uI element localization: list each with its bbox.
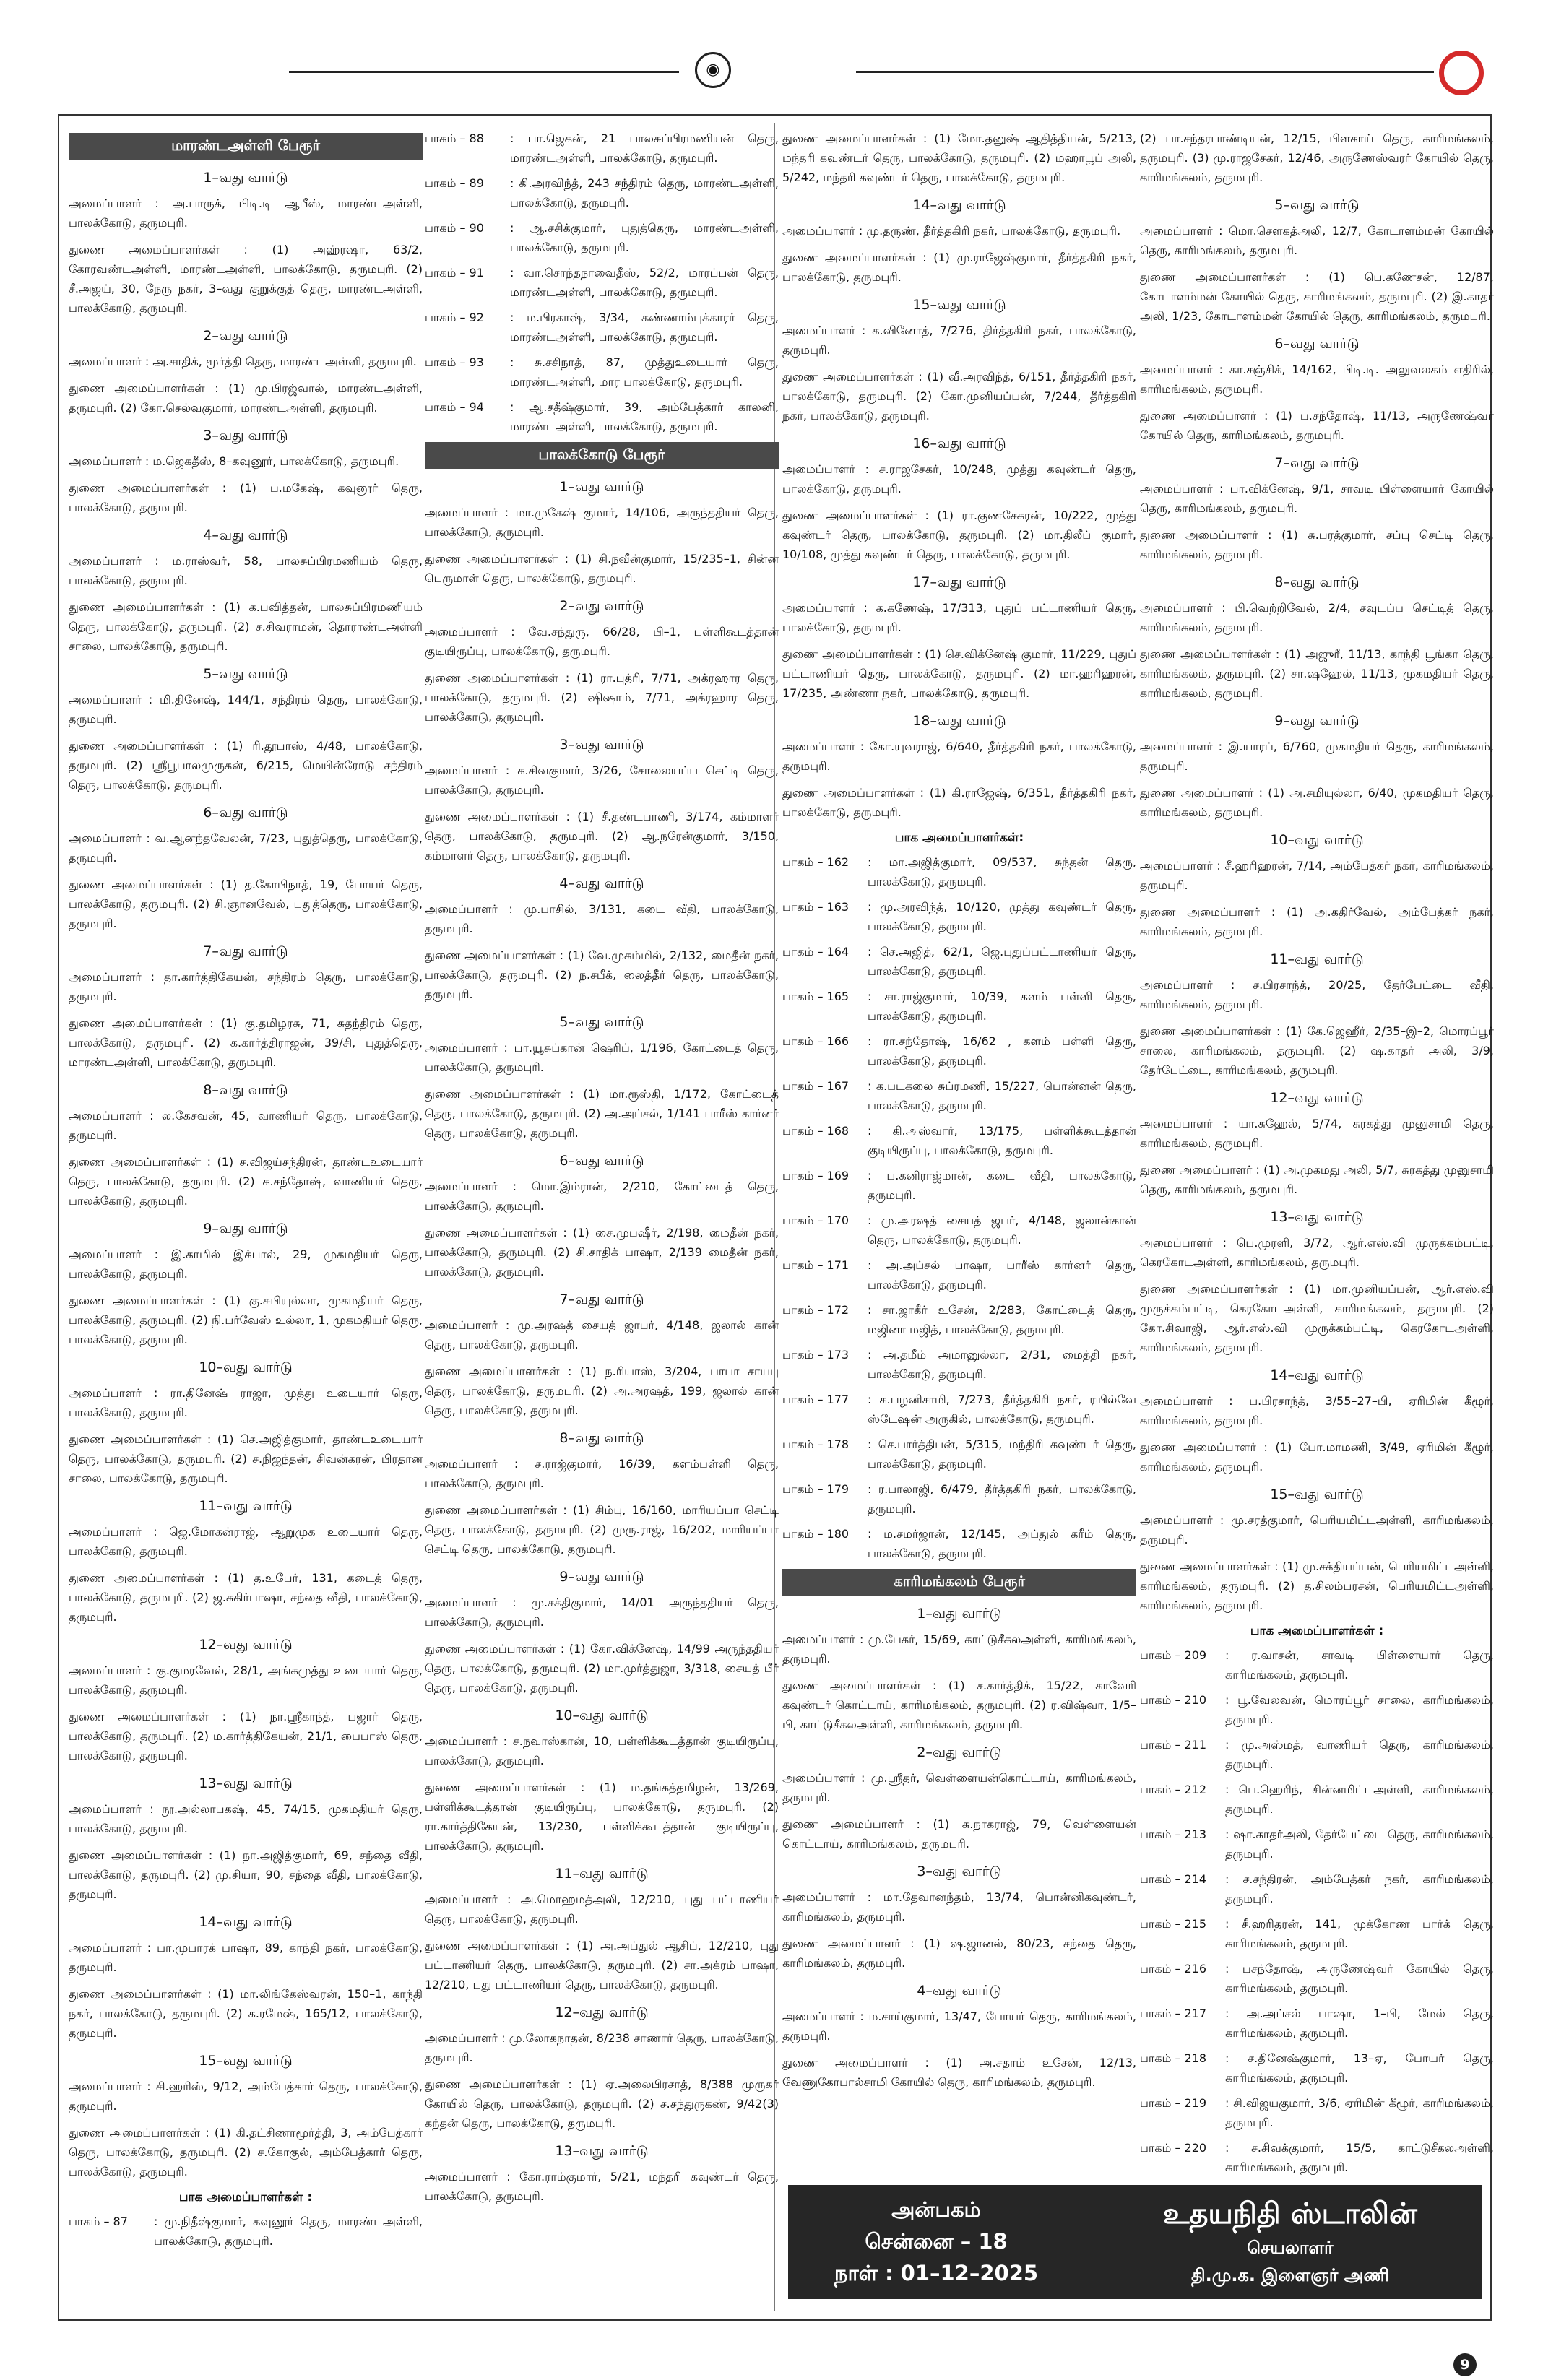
booth-person: : செ.பார்த்திபன், 5/315, மந்திரி கவுண்டர் தெரு, பாலக்கோடு, தருமபுரி. bbox=[868, 1437, 1136, 1471]
organizer-entry: அமைப்பாளர் : மு.ஸ்ரீதர், வெள்ளையன்கொட்டாய், காரிமங்கலம், தருமபுரி. bbox=[782, 1771, 1136, 1804]
deputy-entry: துணை அமைப்பாளர்கள் : (1) ம.தங்கத்தமிழன், 13/269, பள்ளிக்கூடத்தான் குடியிருப்பு, பாலக்கோடு, தருமபுரி. (2) ரா.கார்த்திகேயன், 13/230, பள்ளிக்கூடத்தான் குடியிருப்பு, பாலக்கோடு, தருமபுரி. bbox=[425, 1780, 779, 1853]
organizer-entry: அமைப்பாளர் : மு.பேகர், 15/69, காட்டுசீகலஅள்ளி, காரிமங்கலம், தருமபுரி. bbox=[782, 1632, 1136, 1666]
ward-heading: 15–வது வார்டு bbox=[912, 297, 1006, 313]
organizer-entry: அமைப்பாளர் : பி.வெற்றிவேல், 2/4, சவுடப்ப செட்டித் தெரு, காரிமங்கலம், தருமபுரி. bbox=[1140, 601, 1494, 634]
booth-number: பாகம் – 178 bbox=[782, 1437, 850, 1451]
ward-heading: 3–வது வார்டு bbox=[203, 428, 288, 443]
ward-heading: 7–வது வார்டு bbox=[1274, 455, 1360, 471]
ward-heading: 8–வது வார்டு bbox=[1274, 574, 1360, 590]
organizer-entry: அமைப்பாளர் : ல.கேசவன், 45, வாணியர் தெரு, பாலக்கோடு, தருமபுரி. bbox=[69, 1109, 423, 1142]
issue-date: நாள் : 01–12–2025 bbox=[834, 2261, 1039, 2285]
deputy-entry: துணை அமைப்பாளர்கள் : (1) க.பவித்தன், பாலசுப்பிரமணியம் தெரு, பாலக்கோடு, தருமபுரி. (2) ச.சிவராமன், தொராண்டஅள்ளி சாலை, பாலக்கோடு, தருமபுரி. bbox=[69, 600, 423, 653]
deputy-entry: துணை அமைப்பாளர்கள் : (1) மா.ரூஸ்தி, 1/172, கோட்டைத் தெரு, பாலக்கோடு, தருமபுரி. (2) அ.அப்சல், 1/141 பாரீஸ் கார்னர் தெரு, பாலக்கோடு, தருமபுரி. bbox=[425, 1087, 779, 1140]
booth-number: பாகம் – 165 bbox=[782, 990, 850, 1003]
booth-person: : மு.அரஷத் சையத் ஜபர், 4/148, ஜலான்கான் தெரு, பாலக்கோடு, தருமபுரி. bbox=[868, 1213, 1136, 1247]
organizer-entry: அமைப்பாளர் : பா.முபாரக் பாஷா, 89, காந்தி நகர், பாலக்கோடு, தருமபுரி. bbox=[69, 1941, 423, 1974]
deputy-entry: துணை அமைப்பாளர்கள் : (1) கி.தட்சிணாமூர்த்தி, 3, அம்பேத்கார் தெரு, பாலக்கோடு, தருமபுரி. (2) ச.கோகுல், அம்பேத்கார் தெரு, பாலக்கோடு, தருமபுரி. bbox=[69, 2126, 423, 2178]
booth-person: : மு.அஸ்மத், வாணியர் தெரு, காரிமங்கலம், தருமபுரி. bbox=[1225, 1738, 1494, 1771]
booth-person: : கி.அரவிந்த், 243 சந்திரம் தெரு, மாரண்டஅள்ளி, பாலக்கோடு, தருமபுரி. bbox=[510, 176, 779, 209]
booth-person: : க.படகலை சுப்ரமணி, 15/227, பொன்னன் தெரு, பாலக்கோடு, தருமபுரி. bbox=[868, 1079, 1136, 1112]
deputy-entry: துணை அமைப்பாளர்கள் : (1) அ.அப்துல் ஆசிப், 12/210, புது பட்டாணியர் தெரு, பாலக்கோடு, தருமபுரி. (2) சா.அக்ரம் பாஷா, 12/210, புது பட்டாணியர் தெரு, பாலக்கோடு, தருமபுரி. bbox=[425, 1939, 779, 1991]
organizer-entry: அமைப்பாளர் : ச.நவாஸ்கான், 10, பள்ளிக்கூடத்தான் குடியிருப்பு, பாலக்கோடு, தருமபுரி. bbox=[425, 1734, 779, 1767]
deputy-entry: துணை அமைப்பாளர்கள் : (1) வீ.அரவிந்த், 6/151, தீர்த்தகிரி நகர், பாலக்கோடு, தருமபுரி. (2) கோ.முனியப்பன், 7/244, தீர்த்தகிரி நகர், பாலக்கோடு, தருமபுரி. bbox=[782, 370, 1136, 423]
booth-number: பாகம் – 211 bbox=[1140, 1738, 1207, 1752]
organizer-entry: அமைப்பாளர் : மி.தினேஷ், 144/1, சந்திரம் தெரு, பாலக்கோடு, தருமபுரி. bbox=[69, 693, 423, 726]
booth-number: பாகம் – 179 bbox=[782, 1482, 850, 1496]
booth-number: பாகம் – 218 bbox=[1140, 2051, 1207, 2065]
booth-entry bbox=[782, 1479, 1136, 1518]
deputy-entry: துணை அமைப்பாளர்கள் : (1) வே.முகம்மில், 2/132, மைதீன் நகர், பாலக்கோடு, தருமபுரி. (2) ந.சபீக், லைத்தீர் தெரு, பாலக்கோடு, தருமபுரி. bbox=[425, 948, 779, 1001]
deputy-entry: துணை அமைப்பாளர்கள் : (1) சிம்பு, 16/160, மாரியப்பா செட்டி தெரு, பாலக்கோடு, தருமபுரி. (2) முரு.ராஜ், 16/202, மாரியப்பா செட்டி தெரு, பாலக்கோடு, தருமபுரி. bbox=[425, 1503, 779, 1556]
booth-person: : அ.தமீம் அமானுல்லா, 2/31, மைத்தி நகர், பாலக்கோடு, தருமபுரி. bbox=[868, 1348, 1136, 1381]
ward-heading: 5–வது வார்டு bbox=[1274, 197, 1360, 213]
ward-heading: 14–வது வார்டு bbox=[199, 1914, 293, 1930]
organizer-entry: அமைப்பாளர் : பா.யூசுப்கான் ஷெரிப், 1/196, கோட்டைத் தெரு, பாலக்கோடு, தருமபுரி. bbox=[425, 1041, 779, 1074]
booth-entry bbox=[1140, 1914, 1494, 1953]
deputy-entry: துணை அமைப்பாளர்கள் : (1) சை.முபஷீர், 2/198, மைதீன் நகர், பாலக்கோடு, தருமபுரி. (2) சி.சாதிக் பாஷா, 2/139 மைதீன் நகர், பாலக்கோடு, தருமபுரி. bbox=[425, 1226, 779, 1278]
booth-number: பாகம் – 210 bbox=[1140, 1693, 1207, 1707]
deputy-entry: துணை அமைப்பாளர்கள் : (1) ரா.புத்ரி, 7/71, அக்ரஹார தெரு, பாலக்கோடு, தருமபுரி. (2) ஷிஷாம், 7/71, அக்ரஹார தெரு, பாலக்கோடு, தருமபுரி. bbox=[425, 671, 779, 724]
organizer-entry: அமைப்பாளர் : தா.கார்த்திகேயன், சந்திரம் தெரு, பாலக்கோடு, தருமபுரி. bbox=[69, 970, 423, 1003]
organizer-entry: அமைப்பாளர் : யா.சுஹேல், 5/74, சுரகத்து முனுசாமி தெரு, காரிமங்கலம், தருமபுரி. bbox=[1140, 1117, 1494, 1150]
booth-entry bbox=[782, 1121, 1136, 1160]
booth-number: பாகம் – 170 bbox=[782, 1213, 850, 1227]
organizer-entry: அமைப்பாளர் : மா.தேவானந்தம், 13/74, பொன்னிகவுண்டர், காரிமங்கலம், தருமபுரி. bbox=[782, 1890, 1136, 1924]
booth-entry bbox=[782, 942, 1136, 981]
organizer-entry: அமைப்பாளர் : க.கணேஷ், 17/313, புதுப் பட்டாணியர் தெரு, பாலக்கோடு, தருமபுரி. bbox=[782, 601, 1136, 634]
organizer-entry: அமைப்பாளர் : கோ.யுவராஜ், 6/640, தீர்த்தகிரி நகர், பாலக்கோடு, தருமபுரி. bbox=[782, 740, 1136, 773]
booth-person: : சா.ராஜ்குமார், 10/39, களம் பள்ளி தெரு, பாலக்கோடு, தருமபுரி. bbox=[868, 990, 1136, 1023]
ward-heading: 5–வது வார்டு bbox=[559, 1014, 644, 1030]
booth-entry bbox=[1140, 2138, 1494, 2176]
deputy-entry: துணை அமைப்பாளர்கள் : (1) செ.விக்னேஷ் குமார், 11/229, புதுப் பட்டாணியர் தெரு, பாலக்கோடு, தருமபுரி. (2) மா.ஹரிஹரன், 17/235, அண்ணா நகர், பாலக்கோடு, தருமபுரி. bbox=[782, 647, 1136, 700]
ward-heading: 6–வது வார்டு bbox=[1274, 336, 1360, 352]
organizer-entry: அமைப்பாளர் : ம.சாய்குமார், 13/47, போயர் தெரு, காரிமங்கலம், தருமபுரி. bbox=[782, 2009, 1136, 2043]
ward-heading: 13–வது வார்டு bbox=[555, 2143, 649, 2159]
booth-entry bbox=[425, 173, 779, 212]
booth-number: பாகம் – 90 bbox=[425, 221, 484, 235]
ward-heading: 10–வது வார்டு bbox=[555, 1708, 649, 1723]
booth-number: பாகம் – 171 bbox=[782, 1258, 850, 1272]
booth-person: : மு.அரவிந்த், 10/120, முத்து கவுண்டர் தெரு, பாலக்கோடு, தருமபுரி. bbox=[868, 900, 1136, 933]
booth-number: பாகம் – 216 bbox=[1140, 1962, 1207, 1976]
deputy-entry: துணை அமைப்பாளர்கள் : (1) மு.சக்தியப்பன், பெரியமிட்டஅள்ளி, காரிமங்கலம், தருமபுரி. (2) த.சிலம்பரசன், பெரியமிட்டஅள்ளி, காரிமங்கலம், தருமபுரி. bbox=[1140, 1559, 1494, 1612]
ward-heading: 9–வது வார்டு bbox=[559, 1569, 644, 1585]
deputy-entry: துணை அமைப்பாளர் : (1) சு.பரத்குமார், சப்பு செட்டி தெரு, காரிமங்கலம், தருமபுரி. bbox=[1140, 528, 1494, 561]
booth-entry bbox=[1140, 1690, 1494, 1729]
organizer-entry: அமைப்பாளர் : மொ.செளகத்அலி, 12/7, கோடாளம்மன் கோயில் தெரு, காரிமங்கலம், தருமபுரி. bbox=[1140, 224, 1494, 257]
deputy-entry: துணை அமைப்பாளர்கள் : (1) ப.மகேஷ், கவுனூர் தெரு, பாலக்கோடு, தருமபுரி. bbox=[69, 481, 423, 514]
ward-heading: 1–வது வார்டு bbox=[559, 479, 644, 495]
organizer-entry: அமைப்பாளர் : ப.பிரசாந்த், 3/55–27–பி, ஏரிமின் கீழூர், காரிமங்கலம், தருமபுரி. bbox=[1140, 1394, 1494, 1427]
booth-entry bbox=[782, 1076, 1136, 1115]
booth-entry bbox=[782, 1255, 1136, 1294]
booth-number: பாகம் – 93 bbox=[425, 355, 484, 369]
booth-number: பாகம் – 217 bbox=[1140, 2007, 1207, 2020]
organizer-entry: அமைப்பாளர் : பெ.முரளி, 3/72, ஆர்.எஸ்.வி முருக்கம்பட்டி, கெரகோடஅள்ளி, காரிமங்கலம், தருமபுரி. bbox=[1140, 1236, 1494, 1269]
booth-number: பாகம் – 209 bbox=[1140, 1648, 1207, 1662]
booth-entry bbox=[1140, 1825, 1494, 1864]
organizer-entry: அமைப்பாளர் : மு.லோகநாதன், 8/238 சாணார் தெரு, பாலக்கோடு, தருமபுரி. bbox=[425, 2031, 779, 2064]
booth-person: : பசந்தோஷ், அருணேஷ்வர் கோயில் தெரு, காரிமங்கலம், தருமபுரி. bbox=[1225, 1962, 1494, 1995]
deputy-entry: துணை அமைப்பாளர்கள் : (1) ந.ரியாஸ், 3/204, பாபா சாயபு தெரு, பாலக்கோடு, தருமபுரி. (2) அ.அரஷத், 199, ஜலால் கான் தெரு, பாலக்கோடு, தருமபுரி. bbox=[425, 1364, 779, 1417]
party-logo-icon: ◉ bbox=[695, 52, 731, 88]
booth-person: : சீ.ஹரிதரன், 141, முக்கோண பார்க் தெரு, காரிமங்கலம், தருமபுரி. bbox=[1225, 1917, 1494, 1950]
column-1 bbox=[69, 129, 423, 2310]
organizer-entry: அமைப்பாளர் : மா.முகேஷ் குமார், 14/106, அருந்ததியர் தெரு, பாலக்கோடு, தருமபுரி. bbox=[425, 506, 779, 539]
signatory-wing: தி.மு.க. இளைஞர் அணி bbox=[1190, 2265, 1390, 2285]
deputy-entry: துணை அமைப்பாளர்கள் : (1) செ.அஜித்குமார், தாண்டஉடையார் தெரு, பாலக்கோடு, தருமபுரி. (2) ச.நிஜந்தன், சிவன்கரன், பிரதான சாலை, பாலக்கோடு, தருமபுரி. bbox=[69, 1432, 423, 1485]
ward-heading: 6–வது வார்டு bbox=[203, 805, 288, 821]
booth-person: : மா.அஜித்குமார், 09/537, சுந்தன் தெரு, பாலக்கோடு, தருமபுரி. bbox=[868, 855, 1136, 888]
organizer-entry: அமைப்பாளர் : வே.சந்துரு, 66/28, பி–1, பள்ளிகூடத்தான் குடியிருப்பு, பாலக்கோடு, தருமபுரி. bbox=[425, 625, 779, 658]
deputy-entry: துணை அமைப்பாளர்கள் : (1) கு.தமிழரசு, 71, சுதந்திரம் தெரு, பாலக்கோடு, தருமபுரி. (2) க.கார்த்திராஜன், 39/சி, புதுத்தெரு, மாரண்டஅள்ளி, பாலக்கோடு, தருமபுரி. bbox=[69, 1016, 423, 1069]
deputy-entry: துணை அமைப்பாளர்கள் : (1) த.கோபிநாத், 19, போயர் தெரு, பாலக்கோடு, தருமபுரி. (2) சி.ஞானவேல், புதுத்தெரு, பாலக்கோடு, தருமபுரி. bbox=[69, 878, 423, 930]
booth-entry bbox=[1140, 2093, 1494, 2132]
ward-heading: 3–வது வார்டு bbox=[559, 737, 644, 753]
booth-entry bbox=[782, 1300, 1136, 1339]
booth-person: : ர.வாசன், சாவடி பிள்ளையார் தெரு, காரிமங்கலம், தருமபுரி. bbox=[1225, 1648, 1494, 1682]
deputy-entry: துணை அமைப்பாளர் : (1) அ.முகமது அலி, 5/7, சுரகத்து முனுசாமி தெரு, காரிமங்கலம், தருமபுரி. bbox=[1140, 1163, 1494, 1196]
organizer-entry: அமைப்பாளர் : ச.ராஜ்குமார், 16/39, களம்பள்ளி தெரு, பாலக்கோடு, தருமபுரி. bbox=[425, 1457, 779, 1490]
booth-entry bbox=[782, 897, 1136, 936]
deputy-entry: துணை அமைப்பாளர்கள் : (1) மு.பிரஜ்வால், மாரண்டஅள்ளி, தருமபுரி. (2) கோ.செல்வகுமார், மாரண்டஅள்ளி, தருமபுரி. bbox=[69, 381, 423, 415]
deputy-entry: துணை அமைப்பாளர்கள் : (1) கே.ஜெஹீர், 2/35–இ–2, மொரப்பூர் சாலை, காரிமங்கலம், தருமபுரி. (2) ஷ.காதர் அலி, 3/9, தேர்பேட்டை, காரிமங்கலம், தருமபுரி. bbox=[1140, 1024, 1494, 1077]
ward-heading: 18–வது வார்டு bbox=[912, 713, 1006, 729]
booth-number: பாகம் – 94 bbox=[425, 400, 484, 414]
organizer-entry: அமைப்பாளர் : இ.யாரப், 6/760, முகமதியர் தெரு, காரிமங்கலம், தருமபுரி. bbox=[1140, 740, 1494, 773]
booth-entry bbox=[1140, 2004, 1494, 2043]
deputy-entry: துணை அமைப்பாளர்கள் : (1) ச.கார்த்திக், 15/22, காவேரி கவுண்டர் கொட்டாய், காரிமங்கலம், தருமபுரி. (2) ர.விஷ்வா, 1/5–பி, காட்டுசீகலஅள்ளி, காரிமங்கலம், தருமபுரி. bbox=[782, 1679, 1136, 1731]
booth-number: பாகம் – 163 bbox=[782, 900, 850, 914]
organizer-entry: அமைப்பாளர் : இ.காமில் இக்பால், 29, முகமதியர் தெரு, பாலக்கோடு, தருமபுரி. bbox=[69, 1247, 423, 1281]
booth-person: : சு.சசிநாத், 87, முத்துஉடையார் தெரு, மாரண்டஅள்ளி, மார பாலக்கோடு, தருமபுரி. bbox=[510, 355, 779, 389]
booth-entry bbox=[69, 2212, 423, 2251]
deputy-entry: துணை அமைப்பாளர் : (1) அ.கதிர்வேல், அம்பேத்கர் நகர், காரிமங்கலம், தருமபுரி. bbox=[1140, 905, 1494, 938]
ward-heading: 4–வது வார்டு bbox=[917, 1983, 1002, 1999]
ward-heading: 4–வது வார்டு bbox=[559, 875, 644, 891]
booth-number: பாகம் – 167 bbox=[782, 1079, 850, 1093]
booth-entry bbox=[782, 1031, 1136, 1070]
booth-number: பாகம் – 177 bbox=[782, 1393, 850, 1406]
organizer-entry: அமைப்பாளர் : மு.சரத்குமார், பெரியமிட்டஅள்ளி, காரிமங்கலம், தருமபுரி. bbox=[1140, 1513, 1494, 1546]
booth-entry bbox=[1140, 1869, 1494, 1908]
ward-heading: 15–வது வார்டு bbox=[1270, 1487, 1364, 1502]
deputy-entry: துணை அமைப்பாளர்கள் : (1) ரா.குணசேகரன், 10/222, முத்து கவுண்டர் தெரு, பாலக்கோடு, தருமபுரி. (2) மா.திலீப் குமார், 10/108, முத்து கவுண்டர் தெரு, பாலக்கோடு, தருமபுரி. bbox=[782, 509, 1136, 561]
booth-person: : கி.அஸ்வார், 13/175, பள்ளிக்கூடத்தான் குடியிருப்பு, பாலக்கோடு, தருமபுரி. bbox=[868, 1124, 1136, 1157]
booth-number: பாகம் – 212 bbox=[1140, 1783, 1207, 1796]
deputy-entry: துணை அமைப்பாளர் : (1) போ.மாமணி, 3/49, ஏரிமின் கீழூர், காரிமங்கலம், தருமபுரி. bbox=[1140, 1440, 1494, 1474]
ward-heading: 7–வது வார்டு bbox=[559, 1291, 644, 1307]
ward-heading: 9–வது வார்டு bbox=[203, 1221, 288, 1237]
booth-entry bbox=[425, 308, 779, 347]
organizer-entry: அமைப்பாளர் : நூ.அல்லாபகஷ், 45, 74/15, முகமதியர் தெரு, பாலக்கோடு, தருமபுரி. bbox=[69, 1802, 423, 1835]
deputy-entry: துணை அமைப்பாளர் : (1) அ.சமியுல்லா, 6/40, முகமதியர் தெரு, காரிமங்கலம், தருமபுரி. bbox=[1140, 786, 1494, 819]
ward-heading: 12–வது வார்டு bbox=[1270, 1090, 1364, 1106]
booth-person: : பா.ஜெகன், 21 பாலசுப்பிரமணியன் தெரு, மாரண்டஅள்ளி, பாலக்கோடு, தருமபுரி. bbox=[510, 131, 779, 165]
ward-heading: 8–வது வார்டு bbox=[203, 1082, 288, 1098]
booth-entry bbox=[425, 129, 779, 168]
booth-entry bbox=[782, 1435, 1136, 1474]
ward-heading: 11–வது வார்டு bbox=[199, 1498, 293, 1514]
booth-number: பாகம் – 214 bbox=[1140, 1872, 1207, 1886]
booth-person: : செ.அஜித், 62/1, ஜெ.புதுப்பட்டாணியர் தெரு, பாலக்கோடு, தருமபுரி. bbox=[868, 945, 1136, 978]
signatory bbox=[1106, 2194, 1474, 2289]
deputy-entry: துணை அமைப்பாளர்கள் : (1) நா.ஸ்ரீகாந்த், பஜார் தெரு, பாலக்கோடு, தருமபுரி. (2) ம.கார்த்திகேயன், 21/1, பைபாஸ் தெரு, பாலக்கோடு, தருமபுரி. bbox=[69, 1710, 423, 1762]
booth-person: : ர.பாலாஜி, 6/479, தீர்த்தகிரி நகர், பாலக்கோடு, தருமபுரி. bbox=[868, 1482, 1136, 1515]
organizer-entry: அமைப்பாளர் : க.சிவகுமார், 3/26, சோலையப்ப செட்டி தெரு, பாலக்கோடு, தருமபுரி. bbox=[425, 763, 779, 797]
booth-organizers-heading: பாக அமைப்பாளர்கள் : bbox=[178, 2190, 313, 2204]
booth-entry bbox=[782, 1166, 1136, 1205]
booth-person: : ஆ.சசிக்குமார், புதுத்தெரு, மாரண்டஅள்ளி, பாலக்கோடு, தருமபுரி. bbox=[510, 221, 779, 254]
organizer-entry: அமைப்பாளர் : பா.விக்னேஷ், 9/1, சாவடி பிள்ளையார் கோயில் தெரு, காரிமங்கலம், தருமபுரி. bbox=[1140, 482, 1494, 515]
organizer-entry: அமைப்பாளர் : ம.ஜெகதீஸ், 8–கவுனூர், பாலக்கோடு, தருமபுரி. bbox=[69, 454, 399, 468]
deputy-entry: துணை அமைப்பாளர்கள் : (1) மோ.தனுஷ் ஆதித்தியன், 5/213, மந்தரி கவுண்டர் தெரு, பாலக்கோடு, தருமபுரி. (2) மஹாபூப் அலி, 5/242, மந்தரி கவுண்டர் தெரு, பாலக்கோடு, தருமபுரி. bbox=[782, 131, 1136, 184]
office-name: அன்பகம் bbox=[891, 2197, 981, 2222]
booth-number: பாகம் – 172 bbox=[782, 1303, 850, 1317]
organizer-entry: அமைப்பாளர் : கோ.ராம்குமார், 5/21, மந்தரி கவுண்டர் தெரு, பாலக்கோடு, தருமபுரி. bbox=[425, 2170, 779, 2203]
booth-number: பாகம் – 215 bbox=[1140, 1917, 1207, 1931]
signatory-title: செயலாளர் bbox=[1247, 2238, 1334, 2258]
ward-heading: 12–வது வார்டு bbox=[555, 2004, 649, 2020]
booth-person: : சா.ஜாகீர் உசேன், 2/283, கோட்டைத் தெரு, மஜினா மஜித், பாலக்கோடு, தருமபுரி. bbox=[868, 1303, 1136, 1336]
booth-person: : ரா.சந்தோஷ், 16/62 , களம் பள்ளி தெரு, பாலக்கோடு, தருமபுரி. bbox=[868, 1034, 1136, 1068]
booth-number: பாகம் – 180 bbox=[782, 1527, 850, 1541]
booth-person: : ச.சிவக்குமார், 15/5, காட்டுசீகலஅள்ளி, காரிமங்கலம், தருமபுரி. bbox=[1225, 2141, 1494, 2174]
organizer-entry: அமைப்பாளர் : சீ.ஹரிஹரன், 7/14, அம்பேத்கர் நகர், காரிமங்கலம், தருமபுரி. bbox=[1140, 859, 1494, 892]
ward-heading: 14–வது வார்டு bbox=[1270, 1367, 1364, 1383]
organizer-entry: அமைப்பாளர் : அ.சாதிக், மூர்த்தி தெரு, மாரண்டஅள்ளி, தருமபுரி. bbox=[69, 355, 417, 368]
booth-entry bbox=[782, 1524, 1136, 1563]
booth-organizers-heading: பாக அமைப்பாளர்கள்: bbox=[894, 831, 1024, 845]
ward-heading: 4–வது வார்டு bbox=[203, 527, 288, 543]
booth-person: : ச.சந்திரன், அம்பேத்கர் நகர், காரிமங்கலம், தருமபுரி. bbox=[1225, 1872, 1494, 1905]
ward-heading: 2–வது வார்டு bbox=[203, 328, 288, 344]
organizer-entry: அமைப்பாளர் : அ.பாரூக், பிடி.டி ஆபீஸ், மாரண்டஅள்ளி, பாலக்கோடு, தருமபுரி. bbox=[69, 196, 423, 230]
organizer-entry: அமைப்பாளர் : மு.பாசில், 3/131, கடை வீதி, பாலக்கோடு, தருமபுரி. bbox=[425, 902, 779, 935]
booth-person: : பெ.ஹெரிந், சின்னமிட்டஅள்ளி, காரிமங்கலம், தருமபுரி. bbox=[1225, 1783, 1494, 1816]
booth-person: : ஷா.காதர்அலி, தேர்பேட்டை தெரு, காரிமங்கலம், தருமபுரி. bbox=[1225, 1827, 1494, 1861]
ward-heading: 14–வது வார்டு bbox=[912, 197, 1006, 213]
ward-heading: 16–வது வார்டு bbox=[912, 436, 1006, 451]
deputy-entry: துணை அமைப்பாளர்கள் : (1) ரி.தூபாஸ், 4/48, பாலக்கோடு, தருமபுரி. (2) ஸ்ரீபூபாலமுருகன், 6/215, மெயின்ரோடு சந்திரம் தெரு, பாலக்கோடு, தருமபுரி. bbox=[69, 739, 423, 792]
booth-number: பாகம் – 87 bbox=[69, 2215, 128, 2228]
organizer-entry: அமைப்பாளர் : மு.அரஷத் சையத் ஜாபர், 4/148, ஜலால் கான் தெரு, பாலக்கோடு, தருமபுரி. bbox=[425, 1318, 779, 1351]
deputy-entry: துணை அமைப்பாளர் : (1) சு.நாகராஜ், 79, வெள்ளையன் கொட்டாய், காரிமங்கலம், தருமபுரி. bbox=[782, 1817, 1136, 1851]
booth-entry bbox=[1140, 1780, 1494, 1819]
organizer-entry: அமைப்பாளர் : ச.பிரசாந்த், 20/25, தேர்பேட்டை வீதி, காரிமங்கலம், தருமபுரி. bbox=[1140, 978, 1494, 1011]
column-4 bbox=[1140, 129, 1494, 2176]
deputy-entry: துணை அமைப்பாளர்கள் : (1) ஏ.அலைபிரசாத், 8/388 முருகர் கோயில் தெரு, பாலக்கோடு, தருமபுரி. (2) ச.சந்துருகண், 9/42(3) கந்தன் தெரு, பாலக்கோடு, தருமபுரி. bbox=[425, 2077, 779, 2130]
deputy-entry: துணை அமைப்பாளர்கள் : (1) சி.நவீன்குமார், 15/235–1, சின்ன பெருமாள் தெரு, பாலக்கோடு, தருமபுரி. bbox=[425, 552, 779, 585]
booth-entry bbox=[1140, 2048, 1494, 2087]
deputy-entry: துணை அமைப்பாளர்கள் : (1) த.உபேர், 131, கடைத் தெரு, பாலக்கோடு, தருமபுரி. (2) ஜ.சுகிர்பாஷா, சந்தை வீதி, பாலக்கோடு, தருமபுரி. bbox=[69, 1571, 423, 1624]
ward-heading: 11–வது வார்டு bbox=[1270, 951, 1364, 967]
deputy-entry: துணை அமைப்பாளர்கள் : (1) அஜுரீ, 11/13, காந்தி பூங்கா தெரு, காரிமங்கலம், தருமபுரி. (2) சா.ஷஹேல், 11/13, முகமதியர் தெரு, காரிமங்கலம், தருமபுரி. bbox=[1140, 647, 1494, 700]
ward-heading: 1–வது வார்டு bbox=[203, 170, 288, 186]
deputy-entry: துணை அமைப்பாளர்கள் : (1) நா.அஜித்குமார், 69, சந்தை வீதி, பாலக்கோடு, தருமபுரி. (2) மு.சியா, 90, சந்தை வீதி, பாலக்கோடு, தருமபுரி. bbox=[69, 1848, 423, 1901]
ward-heading: 9–வது வார்டு bbox=[1274, 713, 1360, 729]
ward-heading: 2–வது வார்டு bbox=[917, 1744, 1002, 1760]
booth-entry bbox=[782, 852, 1136, 891]
booth-number: பாகம் – 166 bbox=[782, 1034, 850, 1048]
booth-person: : வா.சொந்தநாவைதீஸ், 52/2, மாரப்பன் தெரு, மாரண்டஅள்ளி, பாலக்கோடு, தருமபுரி. bbox=[510, 266, 779, 299]
organizer-entry: அமைப்பாளர் : கு.குமரவேல், 28/1, அங்கமுத்து உடையார் தெரு, பாலக்கோடு, தருமபுரி. bbox=[69, 1663, 423, 1697]
booth-person: : அ.அப்சல் பாஷா, 1–பி, மேல் தெரு, காரிமங்கலம், தருமபுரி. bbox=[1225, 2007, 1494, 2040]
organizer-entry: அமைப்பாளர் : க.வினோத், 7/276, திர்த்தகிரி நகர், பாலக்கோடு, தருமபுரி. bbox=[782, 324, 1136, 357]
deputy-entry: துணை அமைப்பாளர்கள் : (1) அஹ்ரஷா, 63/2, கோரவண்டஅள்ளி, மாரண்டஅள்ளி, பாலக்கோடு, தருமபுரி. (2) சீ.அஜய், 30, நேரு நகர், 3–வது குறுக்குத் தெரு, மாரண்டஅள்ளி, பாலக்கோடு, தருமபுரி. bbox=[69, 243, 423, 315]
booth-number: பாகம் – 220 bbox=[1140, 2141, 1207, 2155]
booth-entry bbox=[782, 1390, 1136, 1429]
ward-heading: 2–வது வார்டு bbox=[559, 598, 644, 614]
organizer-entry: அமைப்பாளர் : கா.சஞ்சிக், 14/162, பிடி.டி. அலுவலகம் எதிரில், காரிமங்கலம், தருமபுரி. bbox=[1140, 363, 1494, 396]
booth-number: பாகம் – 91 bbox=[425, 266, 484, 280]
booth-person: : மு.நிதீஷ்குமார், கவுனூர் தெரு, மாரண்டஅள்ளி, பாலக்கோடு, தருமபுரி. bbox=[154, 2215, 423, 2248]
ward-heading: 12–வது வார்டு bbox=[199, 1637, 293, 1653]
deputy-entry: துணை அமைப்பாளர் : (1) ஷ.ஜானல், 80/23, சந்தை தெரு, காரிமங்கலம், தருமபுரி. bbox=[782, 1937, 1136, 1970]
organizer-entry: அமைப்பாளர் : மொ.இம்ரான், 2/210, கோட்டைத் தெரு, பாலக்கோடு, தருமபுரி. bbox=[425, 1180, 779, 1213]
column-3 bbox=[782, 129, 1136, 2176]
deputy-entry: துணை அமைப்பாளர்கள் : (1) கோ.விக்னேஷ், 14/99 அருந்ததியர் தெரு, பாலக்கோடு, தருமபுரி. (2) மா.முர்த்துஜா, 3/318, சையத் பீர் தெரு, பாலக்கோடு, தருமபுரி. bbox=[425, 1642, 779, 1695]
booth-number: பாகம் – 162 bbox=[782, 855, 850, 869]
booth-number: பாகம் – 168 bbox=[782, 1124, 850, 1138]
ward-heading: 10–வது வார்டு bbox=[199, 1359, 293, 1375]
organizer-entry: அமைப்பாளர் : அ.மொஹமத்அலி, 12/210, புது பட்டாணியர் தெரு, பாலக்கோடு, தருமபுரி. bbox=[425, 1892, 779, 1926]
booth-entry bbox=[1140, 1645, 1494, 1684]
booth-organizers-heading: பாக அமைப்பாளர்கள் : bbox=[1250, 1624, 1384, 1638]
booth-person: : க.பழனிசாமி, 7/273, தீர்த்தகிரி நகர், ரயில்வே ஸ்டேஷன் அருகில், பாலக்கோடு, தருமபுரி. bbox=[868, 1393, 1136, 1426]
ward-heading: 7–வது வார்டு bbox=[203, 943, 288, 959]
office-city: சென்னை – 18 bbox=[865, 2229, 1008, 2254]
deputy-entry: துணை அமைப்பாளர்கள் : (1) சீ.தண்டபாணி, 3/174, கம்மாளர் தெரு, பாலக்கோடு, தருமபுரி. (2) ஆ.நரேன்குமார், 3/150, கம்மாளர் தெரு, பாலக்கோடு, தருமபுரி. bbox=[425, 810, 779, 862]
header-rule-right bbox=[856, 71, 1434, 73]
ward-heading: 15–வது வார்டு bbox=[199, 2053, 293, 2069]
booth-person: : பூ.வேலவன், மொரப்பூர் சாலை, காரிமங்கலம், தருமபுரி. bbox=[1225, 1693, 1494, 1726]
deputy-entry: துணை அமைப்பாளர்கள் : (1) கி.ராஜேஷ், 6/351, தீர்த்தகிரி நகர், பாலக்கோடு, தருமபுரி. bbox=[782, 786, 1136, 819]
booth-number: பாகம் – 173 bbox=[782, 1348, 850, 1362]
organizer-entry: அமைப்பாளர் : மு.சக்திகுமார், 14/01 அருந்ததியர் தெரு, பாலக்கோடு, தருமபுரி. bbox=[425, 1596, 779, 1629]
deputy-entry: துணை அமைப்பாளர்கள் : (1) கு.சுபியுல்லா, முகமதியர் தெரு, பாலக்கோடு, தருமபுரி. (2) நி.பர்வேஸ் உல்லா, 1, முகமதியர் தெரு, பாலக்கோடு, தருமபுரி. bbox=[69, 1294, 423, 1346]
section-band: காரிமங்கலம் பேரூர் bbox=[782, 1569, 1136, 1596]
booth-entry bbox=[425, 263, 779, 302]
deputy-entry: துணை அமைப்பாளர்கள் : (1) மா.முனியப்பன், ஆர்.எஸ்.வி முருக்கம்பட்டி, கெரகோடஅள்ளி, காரிமங்கலம், தருமபுரி. (2) கோ.சிவாஜி, ஆர்.எஸ்.வி முருக்கம்பட்டி, கெரகோடஅள்ளி, காரிமங்கலம், தருமபுரி. bbox=[1140, 1282, 1494, 1354]
ward-heading: 5–வது வார்டு bbox=[203, 666, 288, 682]
deputy-entry: துணை அமைப்பாளர் : (1) ப.சந்தோஷ், 11/13, அருணேஷ்வர் கோயில் தெரு, காரிமங்கலம், தருமபுரி. bbox=[1140, 409, 1494, 442]
deputy-entry: துணை அமைப்பாளர்கள் : (1) மா.லிங்கேஸ்வரன், 150–1, காந்தி நகர், பாலக்கோடு, தருமபுரி. (2) க.ரமேஷ், 165/12, பாலக்கோடு, தருமபுரி. bbox=[69, 1987, 423, 2040]
deputy-entry: (2) பா.சந்தரபாண்டியன், 12/15, பிளகாய் தெரு, காரிமங்கலம், தருமபுரி. (3) மு.ராஜசேகர், 12/46, அருணேஸ்வரர் கோயில் தெரு, காரிமங்கலம், தருமபுரி. bbox=[1140, 131, 1494, 184]
booth-person: : சி.விஜயகுமார், 3/6, ஏரிமின் கீழூர், காரிமங்கலம், தருமபுரி. bbox=[1225, 2096, 1494, 2129]
booth-number: பாகம் – 92 bbox=[425, 311, 484, 324]
page-number: 9 bbox=[1453, 2353, 1477, 2376]
deputy-entry: துணை அமைப்பாளர்கள் : (1) மு.ராஜேஷ்குமார், தீர்த்தகிரி நகர், பாலக்கோடு, தருமபுரி. bbox=[782, 251, 1136, 284]
ward-heading: 11–வது வார்டு bbox=[555, 1866, 649, 1882]
signatory-name: உதயநிதி ஸ்டாலின் bbox=[1163, 2197, 1417, 2230]
booth-person: : ம.சமர்ஜான், 12/145, அப்துல் கரீம் தெரு, பாலக்கோடு, தருமபுரி. bbox=[868, 1527, 1136, 1560]
red-circle-icon bbox=[1439, 51, 1484, 95]
issue-details bbox=[788, 2194, 1084, 2289]
booth-number: பாகம் – 219 bbox=[1140, 2096, 1207, 2110]
deputy-entry: துணை அமைப்பாளர்கள் : (1) பெ.கணேசன், 12/87, கோடாளம்மன் கோயில் தெரு, காரிமங்கலம், தருமபுரி. (2) இ.காதர் அலி, 1/23, கோடாளம்மன் கோயில் தெரு, காரிமங்கலம், தருமபுரி. bbox=[1140, 270, 1494, 323]
booth-person: : ச.தினேஷ்குமார், 13–ஏ, போயர் தெரு, காரிமங்கலம், தருமபுரி. bbox=[1225, 2051, 1494, 2085]
organizer-entry: அமைப்பாளர் : வ.ஆனந்தவேலன், 7/23, புதுத்தெரு, பாலக்கோடு, தருமபுரி. bbox=[69, 831, 423, 865]
booth-entry bbox=[425, 397, 779, 436]
booth-person: : அ.அப்சல் பாஷா, பாரீஸ் கார்னர் தெரு, பாலக்கோடு, தருமபுரி. bbox=[868, 1258, 1136, 1291]
ward-heading: 13–வது வார்டு bbox=[1270, 1209, 1364, 1225]
booth-entry bbox=[425, 352, 779, 391]
booth-number: பாகம் – 89 bbox=[425, 176, 484, 190]
booth-entry bbox=[1140, 1735, 1494, 1774]
booth-entry bbox=[782, 987, 1136, 1026]
booth-number: பாகம் – 213 bbox=[1140, 1827, 1207, 1841]
ward-heading: 1–வது வார்டு bbox=[917, 1606, 1002, 1622]
column-2 bbox=[425, 129, 779, 2310]
organizer-entry: அமைப்பாளர் : சி.ஹரிஸ், 9/12, அம்பேத்கார் தெரு, பாலக்கோடு, தருமபுரி. bbox=[69, 2080, 423, 2113]
organizer-entry: அமைப்பாளர் : ம.ராஸ்வர், 58, பாலசுப்பிரமணியம் தெரு, பாலக்கோடு, தருமபுரி. bbox=[69, 554, 423, 587]
organizer-entry: அமைப்பாளர் : ஜெ.மோகன்ராஜ், ஆறுமுக உடையார் தெரு, பாலக்கோடு, தருமபுரி. bbox=[69, 1525, 423, 1558]
header-rule-left bbox=[289, 71, 679, 73]
signature-box bbox=[788, 2185, 1482, 2299]
organizer-entry: அமைப்பாளர் : ரா.தினேஷ் ராஜா, முத்து உடையார் தெரு, பாலக்கோடு, தருமபுரி. bbox=[69, 1386, 423, 1419]
organizer-entry: அமைப்பாளர் : மு.தருண், தீர்த்தகிரி நகர், பாலக்கோடு, தருமபுரி. bbox=[782, 224, 1121, 238]
section-band: மாரண்டஅள்ளி பேரூர் bbox=[69, 133, 423, 160]
ward-heading: 13–வது வார்டு bbox=[199, 1775, 293, 1791]
booth-entry bbox=[1140, 1959, 1494, 1998]
booth-person: : ஆ.சதீஷ்குமார், 39, அம்பேத்கார் காலனி, மாரண்டஅள்ளி, பாலக்கோடு, தருமபுரி. bbox=[510, 400, 779, 433]
organizer-entry: அமைப்பாளர் : ச.ராஜசேகர், 10/248, முத்து கவுண்டர் தெரு, பாலக்கோடு, தருமபுரி. bbox=[782, 462, 1136, 496]
deputy-entry: துணை அமைப்பாளர்கள் : (1) ச.விஜய்சந்திரன், தாண்டஉடையார் தெரு, பாலக்கோடு, தருமபுரி. (2) க.சந்தோஷ், வாணியர் தெரு, பாலக்கோடு, தருமபுரி. bbox=[69, 1155, 423, 1208]
booth-person: : ப.கனிராஜ்மான், கடை வீதி, பாலக்கோடு, தருமபுரி. bbox=[868, 1169, 1136, 1202]
ward-heading: 8–வது வார்டு bbox=[559, 1430, 644, 1446]
booth-entry bbox=[782, 1211, 1136, 1250]
booth-number: பாகம் – 164 bbox=[782, 945, 850, 959]
booth-person: : ம.பிரகாஷ், 3/34, கண்ணாம்புக்காரர் தெரு, மாரண்டஅள்ளி, பாலக்கோடு, தருமபுரி. bbox=[510, 311, 779, 344]
section-band: பாலக்கோடு பேரூர் bbox=[425, 442, 779, 469]
booth-entry bbox=[782, 1345, 1136, 1384]
ward-heading: 3–வது வார்டு bbox=[917, 1864, 1002, 1879]
booth-entry bbox=[425, 218, 779, 257]
ward-heading: 17–வது வார்டு bbox=[912, 574, 1006, 590]
booth-number: பாகம் – 88 bbox=[425, 131, 484, 145]
booth-number: பாகம் – 169 bbox=[782, 1169, 850, 1182]
ward-heading: 6–வது வார்டு bbox=[559, 1153, 644, 1169]
ward-heading: 10–வது வார்டு bbox=[1270, 832, 1364, 848]
deputy-entry: துணை அமைப்பாளர் : (1) அ.சதாம் உசேன், 12/13, வேணுகோபால்சாமி கோயில் தெரு, காரிமங்கலம், தருமபுரி. bbox=[782, 2056, 1136, 2089]
